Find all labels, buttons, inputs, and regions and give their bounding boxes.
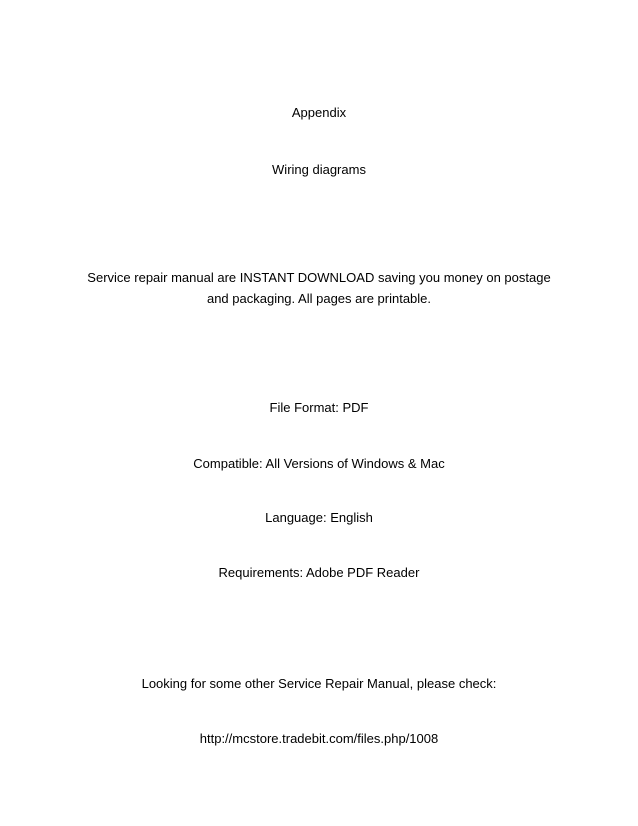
requirements-text: Requirements: Adobe PDF Reader (218, 565, 420, 580)
language-text: Language: English (265, 510, 373, 525)
appendix-heading: Appendix (291, 105, 347, 120)
description-paragraph: Service repair manual are INSTANT DOWNLOAD saving you money on postage and packaging. All pages are printable. (87, 270, 551, 306)
looking-for-text: Looking for some other Service Repair Manual, please check: (141, 676, 497, 691)
file-format-text: File Format: PDF (269, 400, 369, 415)
wiring-diagrams-heading: Wiring diagrams (272, 162, 366, 177)
store-link[interactable]: http://mcstore.tradebit.com/files.php/1008 (199, 731, 439, 746)
compatible-text: Compatible: All Versions of Windows & Mac (193, 456, 445, 471)
